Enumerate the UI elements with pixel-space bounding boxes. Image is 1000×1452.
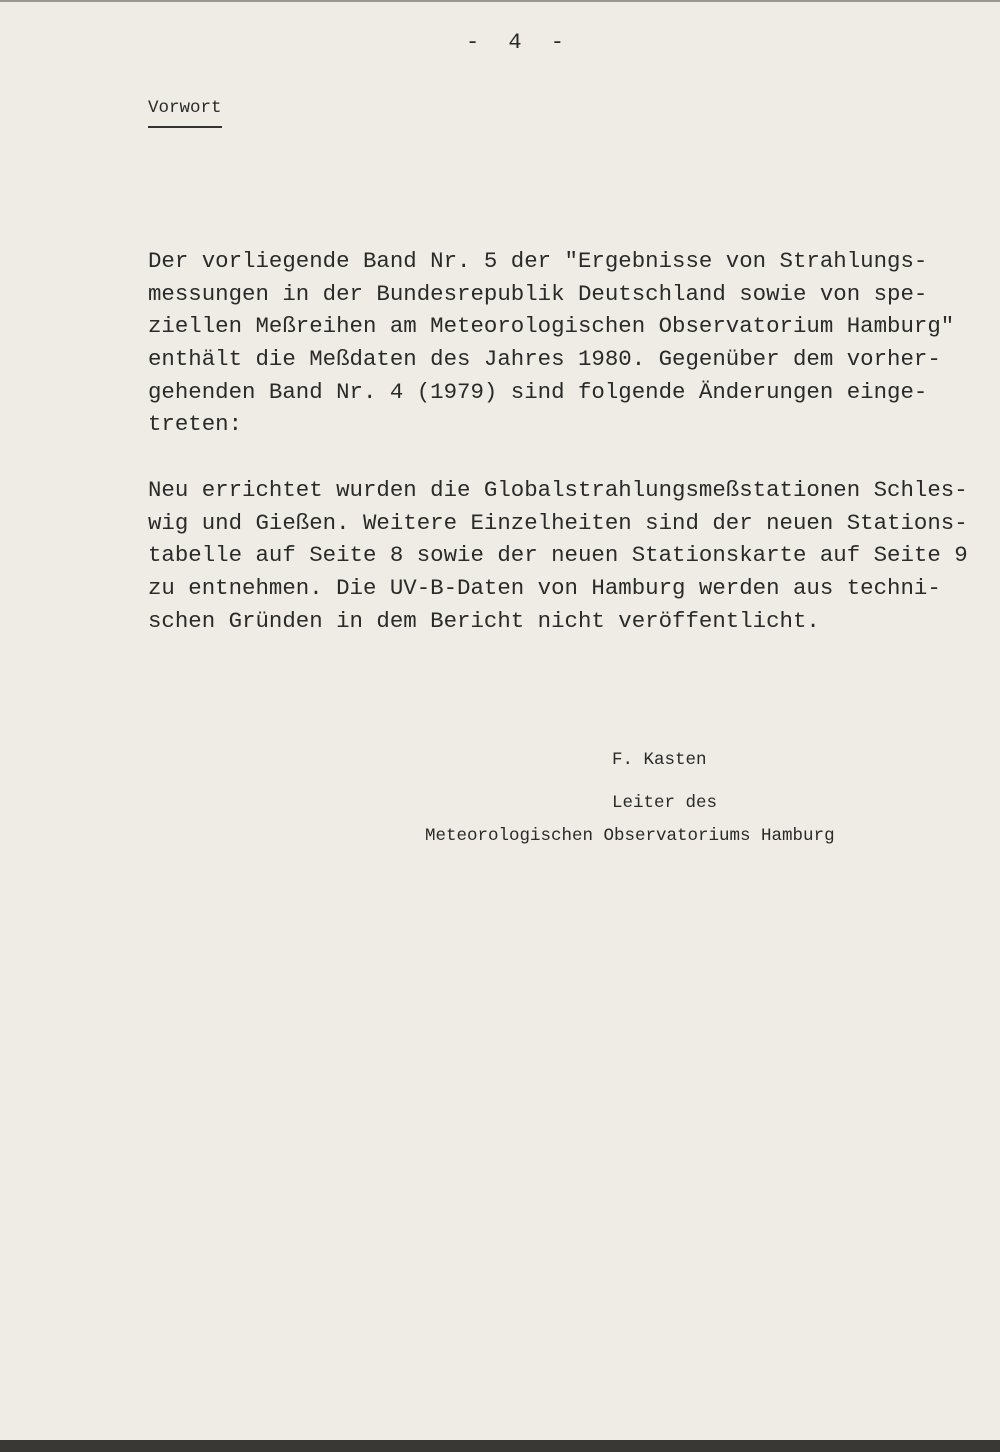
signature-name: F. Kasten <box>612 750 707 770</box>
page-bottom-edge <box>0 1440 1000 1452</box>
text-line: ziellen Meßreihen am Meteorologischen Observatorium Hamburg" <box>148 313 955 340</box>
text-line: schen Gründen in dem Bericht nicht veröffentlicht. <box>148 607 820 634</box>
text-line: treten: <box>148 411 243 438</box>
paragraph-2 <box>148 409 968 670</box>
signature-title-1: Leiter des <box>612 793 718 813</box>
signature-title-2: Meteorologischen Observatoriums Hamburg <box>425 826 835 846</box>
page-top-edge <box>0 0 1000 2</box>
page-number: - 4 - <box>466 30 573 55</box>
text-line: Neu errichtet wurden die Globalstrahlungsmeßstationen Schles- <box>148 477 968 504</box>
text-line: gehenden Band Nr. 4 (1979) sind folgende Änderungen einge- <box>148 378 928 405</box>
text-line: enthält die Meßdaten des Jahres 1980. Gegenüber dem vorher- <box>148 345 941 372</box>
section-heading: Vorwort <box>148 98 222 128</box>
text-line: tabelle auf Seite 8 sowie der neuen Stationskarte auf Seite 9 <box>148 542 968 569</box>
text-line: zu entnehmen. Die UV-B-Daten von Hamburg werden aus techni- <box>148 574 941 601</box>
text-line: wig und Gießen. Weitere Einzelheiten sind der neuen Stations- <box>148 509 968 536</box>
text-line: Der vorliegende Band Nr. 5 der "Ergebnisse von Strahlungs- <box>148 248 928 275</box>
text-line: messungen in der Bundesrepublik Deutschland sowie von spe- <box>148 280 928 307</box>
